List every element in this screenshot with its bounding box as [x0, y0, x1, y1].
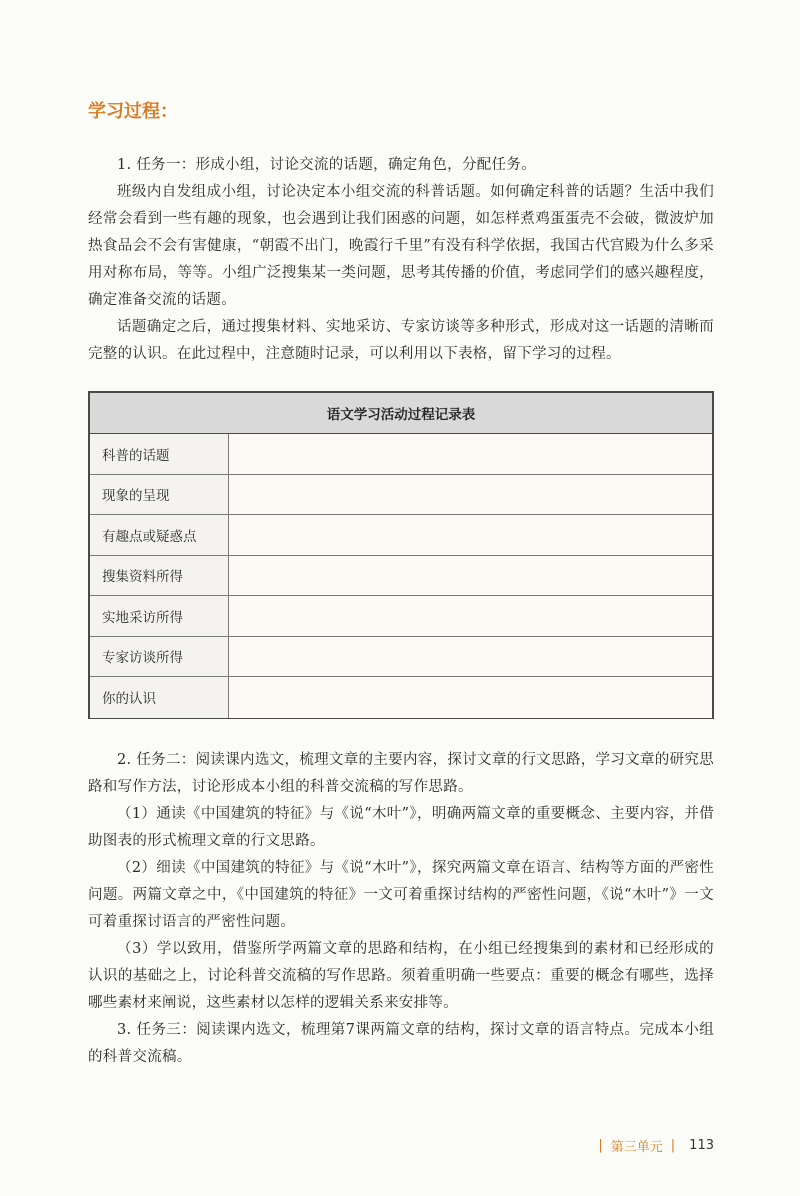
task2-item-1: （1）通读《中国建筑的特征》与《说“木叶”》，明确两篇文章的重要概念、主要内容，并借助图表的形式梳理文章的行文思路。 [88, 806, 714, 849]
table-row [90, 475, 712, 516]
table-row-label: 科普的话题 [90, 434, 229, 474]
table-row-blank-cell[interactable] [229, 515, 712, 555]
footer-separator: | [598, 1138, 603, 1153]
table-row-label: 有趣点或疑惑点 [90, 515, 229, 555]
table-row-blank-cell[interactable] [229, 596, 712, 636]
table-row-blank-cell[interactable] [229, 434, 712, 474]
section-title: 学习过程： [88, 101, 178, 122]
task3-heading: 3. 任务三：阅读课内选文，梳理第7课两篇文章的结构，探讨文章的语言特点。完成本小组的科普交流稿。 [88, 1022, 714, 1065]
table-row [90, 677, 712, 718]
table-title: 语文学习活动过程记录表 [90, 393, 712, 434]
table-row-blank-cell[interactable] [229, 637, 712, 677]
footer-unit-label: 第三单元 [610, 1140, 663, 1155]
table-row-blank-cell[interactable] [229, 475, 712, 515]
table-row [90, 556, 712, 597]
task1-paragraph-1: 班级内自发组成小组，讨论决定本小组交流的科普话题。如何确定科普的话题？生活中我们经常会看到一些有趣的现象，也会遇到让我们困惑的问题，如怎样煮鸡蛋蛋壳不会破，微波炉加热食品会不会有害健康，“朝霞不出门，晚霞行千里”有没有科学依据，我国古代宫殿为什么多采用对称布局，等等。小组广泛搜集某一类问题，思考其传播的价值，考虑同学们的感兴趣程度，确定准备交流的话题。 [88, 184, 714, 308]
table-row [90, 515, 712, 556]
table-row [90, 637, 712, 678]
task2-item-2: （2）细读《中国建筑的特征》与《说“木叶”》，探究两篇文章在语言、结构等方面的严密性问题。两篇文章之中，《中国建筑的特征》一文可着重探讨结构的严密性问题，《说“木叶”》一文可着重探讨语言的严密性问题。 [88, 860, 714, 930]
table-row-label: 现象的呈现 [90, 475, 229, 515]
table-row-label: 你的认识 [90, 677, 229, 718]
table-row-blank-cell[interactable] [229, 556, 712, 596]
task2-item-3: （3）学以致用，借鉴所学两篇文章的思路和结构，在小组已经搜集到的素材和已经形成的认识的基础之上，讨论科普交流稿的写作思路。须着重明确一些要点：重要的概念有哪些，选择哪些素材来阐说，这些素材以怎样的逻辑关系来安排等。 [88, 941, 714, 1011]
activity-record-table [88, 391, 714, 719]
table-row-label: 搜集资料所得 [90, 556, 229, 596]
page-number: 113 [689, 1138, 714, 1153]
table-row-label: 实地采访所得 [90, 596, 229, 636]
footer-separator: | [670, 1138, 676, 1153]
table-row-label: 专家访谈所得 [90, 637, 229, 677]
page-footer [598, 1136, 714, 1155]
table-row [90, 596, 712, 637]
task1-section [88, 152, 714, 368]
task2-task3-section [88, 747, 714, 1071]
task2-heading: 2. 任务二：阅读课内选文，梳理文章的主要内容，探讨文章的行文思路，学习文章的研究思路和写作方法，讨论形成本小组的科普交流稿的写作思路。 [88, 752, 714, 795]
table-row-blank-cell[interactable] [229, 677, 712, 718]
task1-heading: 1. 任务一：形成小组，讨论交流的话题，确定角色，分配任务。 [117, 157, 536, 173]
table-row [90, 434, 712, 475]
task1-paragraph-2: 话题确定之后，通过搜集材料、实地采访、专家访谈等多种形式，形成对这一话题的清晰而完整的认识。在此过程中，注意随时记录，可以利用以下表格，留下学习的过程。 [88, 319, 714, 362]
